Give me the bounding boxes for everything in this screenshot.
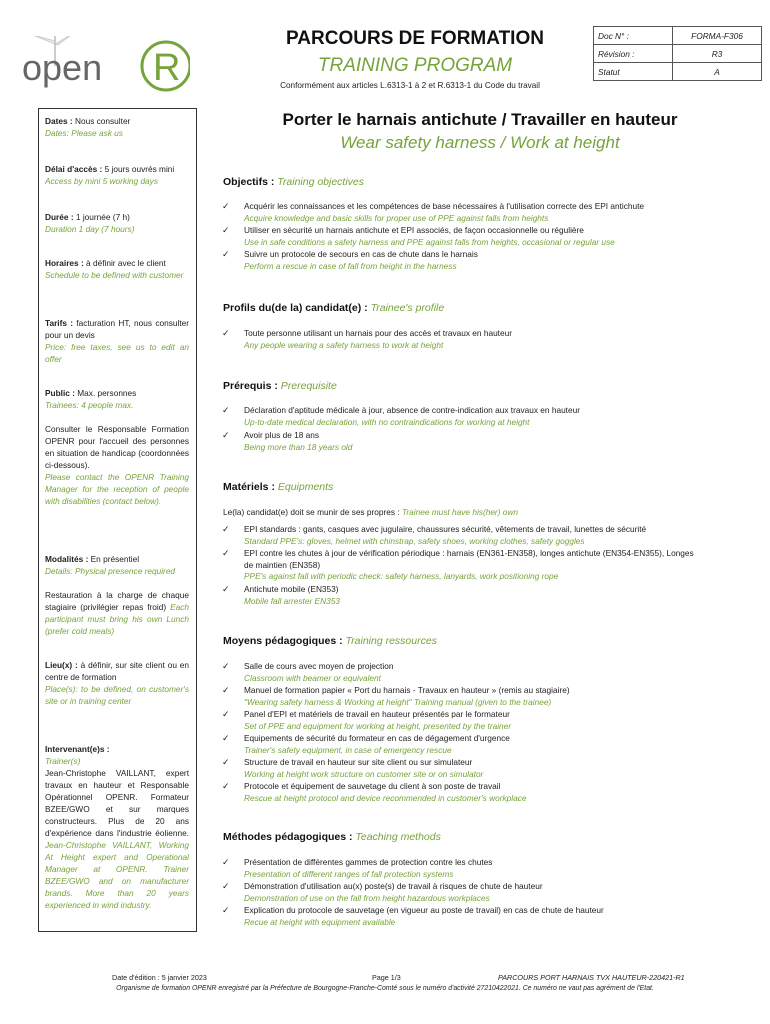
program-title-en: TRAINING PROGRAM [317,55,513,76]
course-title-fr: Porter le harnais antichute / Travailler en hauteur [282,110,678,129]
place-en: Place(s): to be defined, on customer's site or in training center [45,684,189,706]
doc-number-label: Doc N° : [594,27,673,45]
equipment-item [222,548,702,583]
edition-date: Date d'édition : 5 janvier 2023 [112,973,207,982]
check-icon: ✓ [222,661,230,671]
doc-number-value: FORMA-F306 [673,27,762,45]
profile-heading: Profils du(de la) candidat(e) : [223,302,368,314]
revision-value: R3 [673,45,762,63]
public-en: Trainees: 4 people max. [45,400,134,410]
meals-en: Each participant must bring his own Lunch (prefer cold meals) [45,602,189,636]
place-block [45,659,189,707]
svg-text:R: R [153,47,181,89]
meals-block [45,589,189,637]
resource-item [222,661,702,684]
schedule-block [45,257,189,281]
objective-item [222,201,702,224]
openr-logo [20,36,190,96]
public-fr: Max. personnes [74,388,137,398]
objective-item [222,249,702,272]
profile-fr: Toute personne utilisant un harnais pour des accès et travaux en hauteur [244,328,512,338]
resource-fr: Manuel de formation papier « Port du harnais - Travaux en hauteur » (remis au stagiaire) [244,685,570,695]
section-methods [223,831,441,843]
prerequisite-heading: Prérequis : [223,380,278,392]
objective-fr: Utiliser en sécurité un harnais antichute et EPI associés, de façon occasionnelle ou régulière [244,225,584,235]
public-label: Public : [45,388,75,398]
dates-block [45,115,189,139]
check-icon: ✓ [222,881,230,891]
check-icon: ✓ [222,225,230,235]
delay-en: Access by mini 5 working days [45,176,158,186]
trainer-fr: Jean-Christophe VAILLANT, expert travaux en hauteur et Responsable Opérationnel OPENR. Formateur BZEE/GWO et sur marques constructeurs. Plus de 20 ans d'expérience dans l'industrie éolienne. [45,768,189,838]
check-icon: ✓ [222,430,230,440]
method-item [222,857,702,880]
resource-item [222,685,702,708]
resource-en: Set of PPE and equipment for working at height, presented by the trainer [244,720,512,731]
modalities-en: Details: Physical presence required [45,566,176,576]
objectives-heading: Objectifs : [223,176,275,188]
prerequisite-en: Being more than 18 years old [244,441,353,452]
check-icon: ✓ [222,733,230,743]
objective-en: Perform a rescue in case of fall from height in the harness [244,260,457,271]
method-item [222,905,702,928]
check-icon: ✓ [222,328,230,338]
check-icon: ✓ [222,685,230,695]
equipment-en: PPE's against fall with periodic check: safety harness, lanyards, work positioning rope [244,571,559,581]
status-label: Statut [594,63,673,81]
check-icon: ✓ [222,905,230,915]
equipment-note-en: Trainee must have his(her) own [401,507,518,517]
method-fr: Présentation de différentes gammes de protection contre les chutes [244,857,493,867]
check-icon: ✓ [222,781,230,791]
duration-block [45,211,189,235]
objective-en: Use in safe conditions a safety harness and PPE against falls from heights, occasional or regular use [244,236,615,247]
method-en: Presentation of different ranges of fall protection systems [244,868,454,879]
document-reference: PARCOURS PORT HARNAIS TVX HAUTEUR-220421-R1 [498,973,685,982]
equipment-en: Mobile fall arrester EN353 [244,595,340,606]
check-icon: ✓ [222,709,230,719]
meals-fr: Restauration à la charge de chaque stagiaire (privilégier repas froid) [45,590,189,612]
program-title-fr: PARCOURS DE FORMATION [286,28,544,49]
equipment-note-fr: Le(la) candidat(e) doit se munir de ses propres : [223,507,402,517]
objective-en: Acquire knowledge and basic skills for proper use of PPE against falls from heights [244,212,549,223]
disability-fr: Consulter le Responsable Formation OPENR pour l'accueil des personnes en situation de handicap (coordonnées ci-dessous). [45,424,189,470]
equipment-fr: EPI standards : gants, casques avec jugulaire, chaussures sécurité, vêtements de travail, lunettes de sécurité [244,524,647,534]
trainer-label: Intervenant(e)s : [45,744,110,754]
prerequisite-fr: Déclaration d'aptitude médicale à jour, absence de contre-indication aux travaux en hauteur [244,405,580,415]
check-icon: ✓ [222,201,230,211]
check-icon: ✓ [222,405,230,415]
check-icon: ✓ [222,524,230,534]
profile-item [222,328,702,351]
info-sidebar [38,108,197,932]
equipment-fr: Antichute mobile (EN353) [244,584,339,594]
disability-block [45,423,189,507]
price-fr: facturation HT, nous consulter pour un devis [45,318,189,340]
delay-fr: 5 jours ouvrés mini [102,164,175,174]
status-value: A [673,63,762,81]
methods-heading: Méthodes pédagogiques : [223,831,353,843]
modalities-block [45,553,189,577]
trainer-label-en: Trainer(s) [45,756,81,766]
duration-label: Durée : [45,212,74,222]
conformity-note: Conformément aux articles L.6313-1 à 2 et R.6313-1 du Code du travail [280,81,540,90]
profile-en: Any people wearing a safety harness to work at height [244,339,444,350]
method-fr: Démonstration d'utilisation au(x) poste(s) de travail à risques de chute de hauteur [244,881,543,891]
equipment-item [222,584,702,607]
resources-heading-en: Training ressources [342,635,437,647]
resources-heading: Moyens pédagogiques : [223,635,343,647]
check-icon: ✓ [222,249,230,259]
page-number: Page 1/3 [372,973,401,982]
resource-fr: Panel d'EPI et matériels de travail en hauteur présentés par le formateur [244,709,510,719]
check-icon: ✓ [222,857,230,867]
schedule-fr: à définir avec le client [83,258,166,268]
method-fr: Explication du protocole de sauvetage (en vigueur au poste de travail) en cas de chute de hauteur [244,905,604,915]
profile-heading-en: Trainee's profile [367,302,445,314]
equipment-heading: Matériels : [223,481,275,493]
method-en: Demonstration of use on the fall from height hazardous workplaces [244,892,490,903]
delay-label: Délai d'accès : [45,164,103,174]
dates-fr: Nous consulter [72,116,131,126]
dates-en: Dates: Please ask us [45,128,123,138]
resource-item [222,757,702,780]
check-icon: ✓ [222,548,230,558]
section-profile [223,302,444,314]
revision-label: Révision : [594,45,673,63]
prerequisite-item [222,405,702,428]
prerequisite-en: Up-to-date medical declaration, with no contraindications for working at height [244,416,530,427]
check-icon: ✓ [222,757,230,767]
modalities-fr: En présentiel [88,554,140,564]
objectives-heading-en: Training objectives [274,176,365,188]
duration-en: Duration 1 day (7 hours) [45,224,135,234]
equipment-heading-en: Equipments [274,481,334,493]
prerequisite-item [222,430,702,453]
access-delay-block [45,163,189,187]
price-label: Tarifs : [45,318,74,328]
svg-text:open: open [22,47,103,88]
objective-item [222,225,702,248]
methods-heading-en: Teaching methods [352,831,441,843]
duration-fr: 1 journée (7 h) [73,212,130,222]
objective-fr: Suivre un protocole de secours en cas de chute dans le harnais [244,249,478,259]
method-item [222,881,702,904]
price-en: Price: free taxes, see us to edit an offer [45,342,189,364]
section-resources [223,635,437,647]
equipment-note [223,507,518,517]
prerequisite-fr: Avoir plus de 18 ans [244,430,320,440]
course-title-en: Wear safety harness / Work at height [340,133,620,152]
resource-fr: Structure de travail en hauteur sur site client ou sur simulateur [244,757,473,767]
method-en: Recue at height with equipment available [244,916,396,927]
document-reference-table [593,26,762,81]
resource-fr: Salle de cours avec moyen de projection [244,661,394,671]
prerequisite-heading-en: Prerequisite [277,380,337,392]
resource-fr: Protocole et équipement de sauvetage du client à son poste de travail [244,781,501,791]
resource-item [222,733,702,756]
public-block [45,387,189,411]
legal-notice: Organisme de formation OPENR enregistré par la Préfecture de Bourgogne-Franche-Comté sous le numéro d'activité 27210422021. Ce numéro ne vaut pas agrément de l'Etat. [116,985,654,992]
price-block [45,317,189,365]
equipment-en: Standard PPE's: gloves, helmet with chinstrap, safety shoes, working clothes, safety goggles [244,535,585,546]
resource-item [222,709,702,732]
place-label: Lieu(x) : [45,660,78,670]
trainer-en: Jean-Christophe VAILLANT, Working At Height expert and Operational Manager at OPENR. Trainer BZEE/GWO and on manufacturer brands. More than 20 years experienced in wind industry. [45,840,189,910]
equipment-fr: EPI contre les chutes à jour de vérification périodique : harnais (EN361-EN358), longes antichute (EN354-EN355), Longes de maintien (EN358) [244,548,694,570]
schedule-en: Schedule to be defined with customer [45,270,184,280]
equipment-item [222,524,702,547]
section-objectives [223,176,364,188]
modalities-label: Modalités : [45,554,89,564]
place-fr: à définir, sur site client ou en centre de formation [45,660,190,682]
resource-item [222,781,702,804]
section-prerequisite [223,380,337,392]
disability-en: Please contact the OPENR Training Manager for the reception of people with disabilities (contact below). [45,472,189,506]
resource-en: Rescue at height protocol and device recommended in customer's workplace [244,792,527,803]
resource-en: Working at height work structure on customer site or on simulator [244,768,484,779]
objective-fr: Acquérir les connaissances et les compétences de base nécessaires à l'utilisation correcte des EPI antichute [244,201,645,211]
check-icon: ✓ [222,584,230,594]
trainer-block [45,743,189,911]
resource-en: "Wearing safety harness & Working at height" Training manual (given to the trainee) [244,696,552,707]
resource-fr: Equipements de sécurité du formateur en cas de dégagement d'urgence [244,733,510,743]
schedule-label: Horaires : [45,258,84,268]
dates-label: Dates : [45,116,73,126]
resource-en: Classroom with beamer or equivalent [244,672,381,683]
section-equipment [223,481,333,493]
resource-en: Trainer's safety equipment, in case of emergency rescue [244,744,452,755]
